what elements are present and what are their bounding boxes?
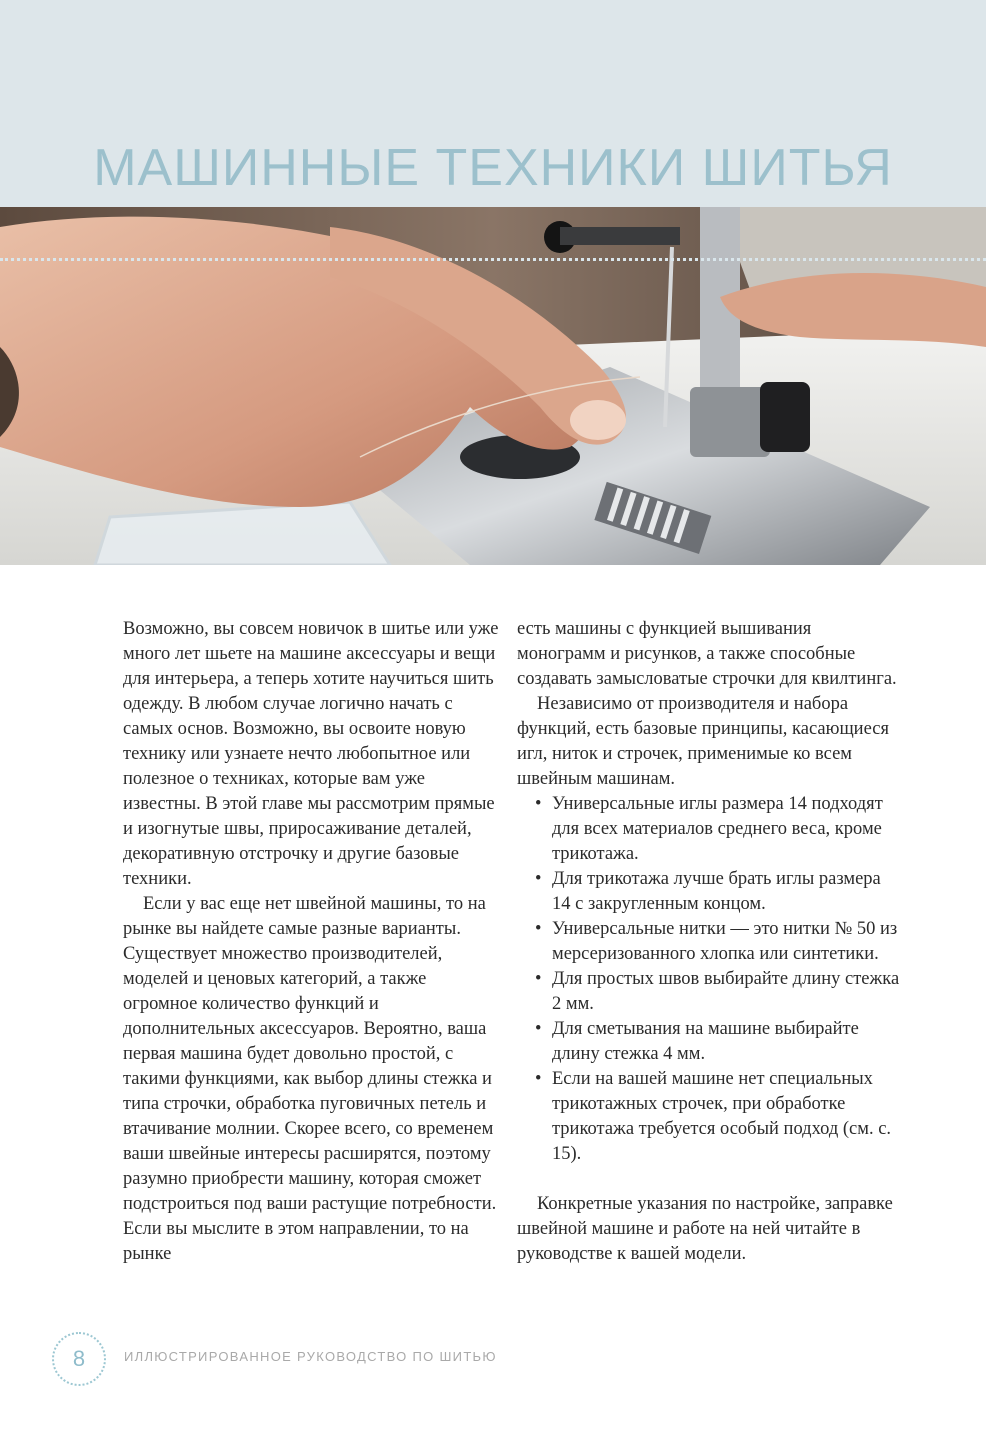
paragraph: Если у вас еще нет швейной машины, то на рынке вы найдете самые разные варианты. Существует множество производителей, моделей и ценовых категорий, а также огромное количество функций и дополнительных аксессуаров. Вероятно, ваша первая машина будет довольно простой, с такими функциями, как выбор длины стежка и типа строчки, обработка пуговичных петель и втачивание молнии. Скорее всего, со временем ваши швейные интересы расширятся, поэтому разумно приобрести машину, которая сможет подстроиться под ваши растущие потребности. Если вы мыслите в этом направлении, то на рынке [123,894,497,1264]
paragraph: Возможно, вы совсем новичок в шитье или уже много лет шьете на машине аксессуары и вещи для интерьера, а теперь хотите научиться шить одежду. В любом случае логично начать с самых основ. Возможно, вы освоите новую технику или узнаете нечто любопытное или полезное о техниках, которые вам уже известны. В этой главе мы рассмотрим прямые и изогнутые швы, приросаживание деталей, декоративную отстрочку и другие базовые техники. [123,619,499,889]
list-item-text: Для сметывания на машине выбирайте длину стежка 4 мм. [552,1019,859,1064]
list-item-text: Если на вашей машине нет специальных трикотажных строчек, при обработке трикотажа требуется особый подход (см. с. 15). [552,1069,892,1164]
left-text-column [123,617,503,1267]
bullet-icon: • [535,919,542,939]
bullet-icon: • [535,794,542,814]
paragraph: Независимо от производителя и набора функций, есть базовые принципы, касающиеся игл, ниток и строчек, применимые ко всем швейным машинам. [517,694,889,789]
list-item-text: Универсальные нитки — это нитки № 50 из мерсеризованного хлопка или синтетики. [552,919,898,964]
spacer [517,1167,902,1192]
list-item-text: Для простых швов выбирайте длину стежка 2 мм. [552,969,900,1014]
bullet-icon: • [535,869,542,889]
list-item [517,917,902,967]
bullet-icon: • [535,969,542,989]
paragraph: есть машины с функцией вышивания монограмм и рисунков, а также способные создавать замысловатые строчки для квилтинга. [517,619,897,689]
list-item [517,1017,902,1067]
list-item [517,792,902,867]
bullet-icon: • [535,1019,542,1039]
list-item-text: Универсальные иглы размера 14 подходят для всех материалов среднего веса, кроме трикотажа. [552,794,883,864]
list-item [517,867,902,917]
list-item-text: Для трикотажа лучше брать иглы размера 14 с закругленным концом. [552,869,881,914]
tips-list [517,792,902,1167]
page-number-text: 8 [72,1346,86,1371]
list-item [517,1067,902,1167]
right-text-column [517,617,902,1267]
running-footer: ИЛЛЮСТРИРОВАННОЕ РУКОВОДСТВО ПО ШИТЬЮ [124,1349,497,1364]
page-number [52,1332,106,1386]
bullet-icon: • [535,1069,542,1089]
decorative-dotted-line [0,258,986,261]
list-item [517,967,902,1017]
chapter-title: МАШИННЫЕ ТЕХНИКИ ШИТЬЯ [93,139,893,197]
paragraph: Конкретные указания по настройке, заправке швейной машине и работе на ней читайте в руководстве к вашей модели. [517,1194,893,1264]
